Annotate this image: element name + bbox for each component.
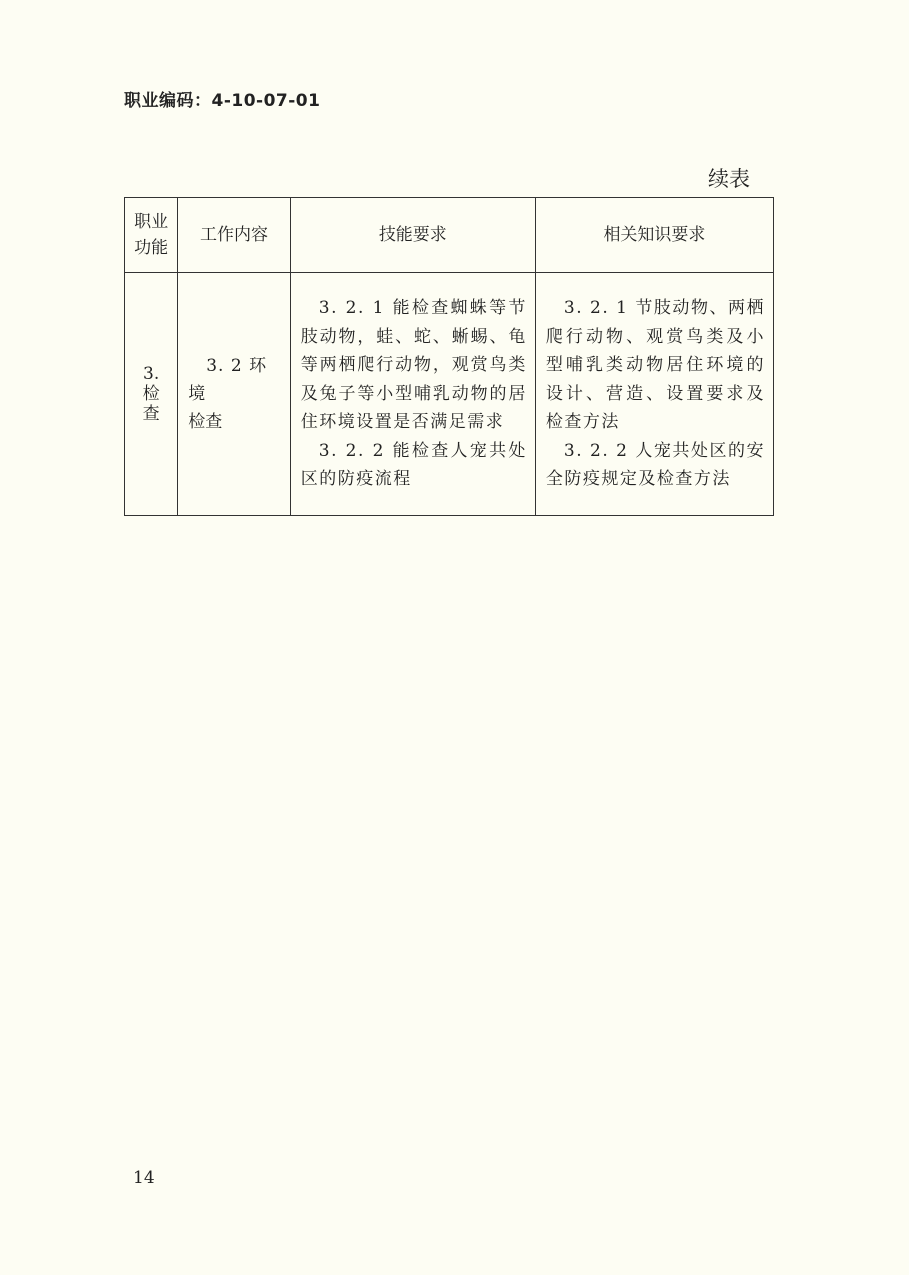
knowledge-item: 3. 2. 2 人宠共处区的安全防疫规定及检查方法: [545, 440, 765, 490]
function-char2: 查: [142, 404, 160, 424]
table-header-row: [125, 198, 774, 273]
function-number: 3.: [143, 364, 160, 384]
header-function-line1: 职业: [134, 212, 169, 232]
work-content-line1: 3. 2 环境: [188, 356, 268, 404]
header-knowledge-requirements: 相关知识要求: [535, 198, 773, 273]
work-content-cell: [178, 273, 291, 516]
requirements-table: [124, 197, 774, 516]
knowledge-item: 3. 2. 1 节肢动物、两栖爬行动物、观赏鸟类及小型哺乳类动物居住环境的设计、营造、设置要求及检查方法: [545, 298, 765, 433]
header-work-content: 工作内容: [178, 198, 291, 273]
header-function-line2: 功能: [134, 238, 169, 258]
page-number: 14: [133, 1168, 155, 1188]
function-char1: 检: [142, 384, 160, 404]
skill-requirements-cell: [290, 273, 535, 516]
skill-item: 3. 2. 1 能检查蜘蛛等节肢动物，蛙、蛇、蜥蜴、龟等两栖爬行动物，观赏鸟类及兔子等小型哺乳动物的居住环境设置是否满足需求: [300, 298, 527, 433]
skill-item: 3. 2. 2 能检查人宠共处区的防疫流程: [300, 440, 527, 490]
header-function: [125, 198, 178, 273]
work-content-line2: 检查: [188, 412, 223, 432]
table-row: [125, 273, 774, 516]
occupation-code: 职业编码：4-10-07-01: [124, 91, 321, 111]
function-cell: [125, 273, 178, 516]
header-skill-requirements: 技能要求: [290, 198, 535, 273]
knowledge-requirements-cell: [535, 273, 773, 516]
continued-table-label: 续表: [708, 167, 750, 191]
